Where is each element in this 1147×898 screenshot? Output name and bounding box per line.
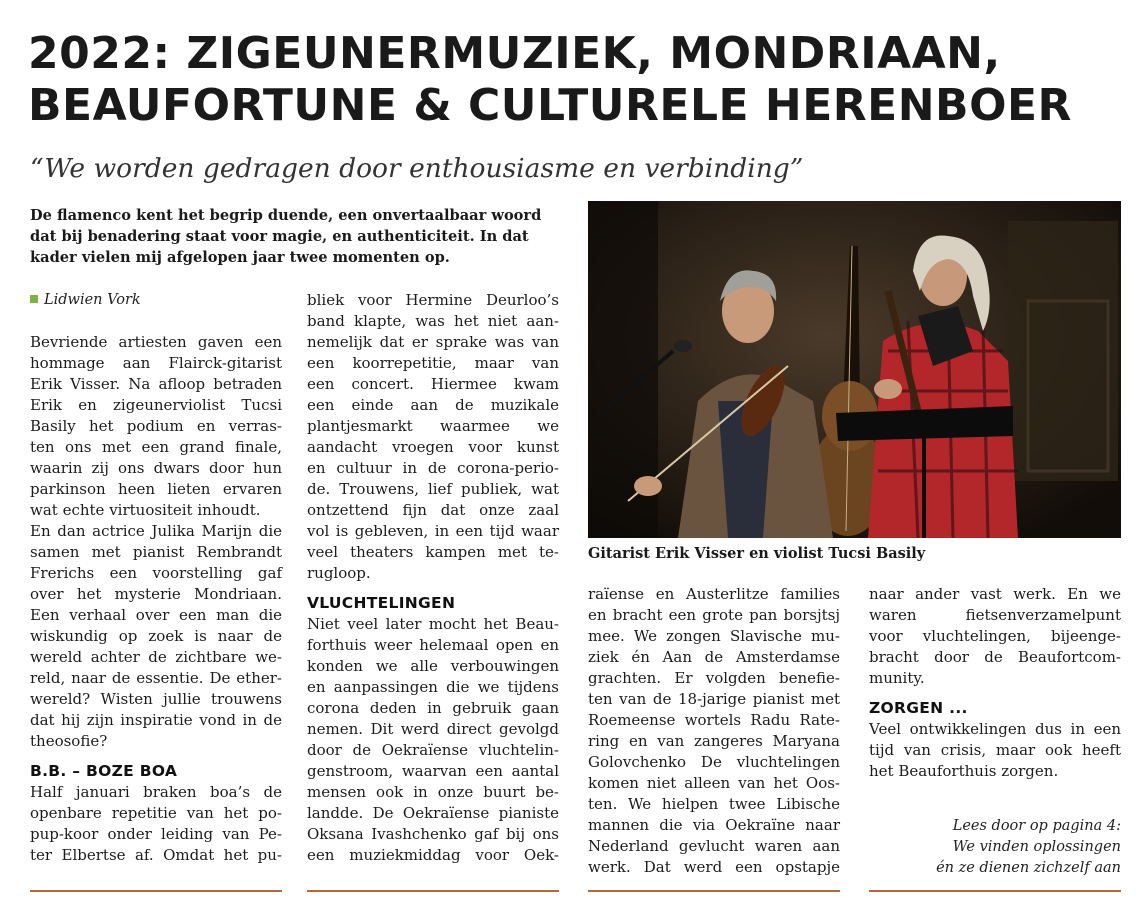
text-line: Een verhaal over een man die	[30, 606, 282, 624]
text-line: Basily het podium en verras-	[30, 417, 282, 435]
column-rule-1	[30, 890, 282, 892]
column-rule-2	[307, 890, 559, 892]
text-line: ziek én Aan de Amsterdamse	[588, 648, 840, 666]
text-line: bracht door de Beaufortcom-	[869, 648, 1121, 666]
article-column-3	[588, 584, 840, 878]
text-line: samen met pianist Rembrandt	[30, 543, 282, 561]
square-bullet-icon	[30, 295, 38, 303]
column2-paragraph-1	[307, 290, 559, 584]
text-line: veel theaters kampen met te-	[307, 543, 559, 561]
text-line: aandacht vroegen voor kunst	[307, 438, 559, 456]
text-line: komen niet alleen van het Oos-	[588, 774, 840, 792]
text-line: wereld achter de zichtbare we-	[30, 648, 282, 666]
continuation-line: én ze dienen zichzelf aan	[936, 860, 1121, 876]
text-line: een einde aan de muzikale	[307, 396, 559, 414]
article-column-4	[869, 584, 1121, 782]
lead-line: kader vielen mij afgelopen jaar twee momenten op.	[30, 249, 450, 266]
text-line: naar ander vast werk. En we	[869, 585, 1121, 603]
text-line: voor vluchtelingen, bijeenge-	[869, 627, 1121, 645]
text-line: over het mysterie Mondriaan.	[30, 585, 282, 603]
lead-line: dat bij benadering staat voor magie, en authenticiteit. In dat	[30, 228, 529, 245]
author-byline	[30, 290, 141, 311]
text-line: Half januari braken boa’s de	[30, 783, 282, 801]
headline	[28, 28, 1128, 132]
column-rule-3	[588, 890, 840, 892]
text-line: wereld? Wisten jullie trouwens	[30, 690, 282, 708]
text-line: bliek voor Hermine Deurloo’s	[307, 291, 559, 309]
headline-line-1: 2022: ZIGEUNERMUZIEK, MONDRIAAN,	[28, 28, 1001, 79]
text-line: nemen. Dit werd direct gevolgd	[307, 720, 559, 738]
text-line: reld, naar de essentie. De ether-	[30, 669, 282, 687]
text-line: ter Elbertse af. Omdat het pu-	[30, 846, 282, 864]
text-line: ring en van zangeres Maryana	[588, 732, 840, 750]
text-line: wiskundig op zoek is naar de	[30, 627, 282, 645]
text-line: vol is gebleven, in een tijd waar	[307, 522, 559, 540]
text-line: mensen ook in onze buurt be-	[307, 783, 559, 801]
text-line: theosofie?	[30, 732, 108, 750]
continuation-note[interactable]	[936, 816, 1121, 879]
article-column-1	[30, 332, 282, 866]
headline-line-2: BEAUFORTUNE & CULTURELE HERENBOER	[28, 80, 1072, 131]
section-heading-vluchtelingen: VLUCHTELINGEN	[307, 594, 456, 612]
text-line: waarin zij ons dwars door hun	[30, 459, 282, 477]
concert-photo	[588, 201, 1121, 538]
text-line: de. Trouwens, lief publiek, wat	[307, 480, 559, 498]
text-line: Erik Visser. Na afloop betraden	[30, 375, 282, 393]
text-line: Oksana Ivashchenko gaf bij ons	[307, 825, 559, 843]
lead-paragraph	[30, 205, 575, 268]
text-line: tijd van crisis, maar ook heeft	[869, 741, 1121, 759]
text-line: ten ons met een grand finale,	[30, 438, 282, 456]
text-line: forthuis weer helemaal open en	[307, 636, 559, 654]
text-line: een koorrepetitie, maar van	[307, 354, 559, 372]
text-line: Niet veel later mocht het Beau-	[307, 615, 559, 633]
text-line: openbare repetitie van het po-	[30, 804, 282, 822]
section-heading-boze-boa: B.B. – BOZE BOA	[30, 762, 178, 780]
continuation-line: Lees door op pagina 4:	[952, 818, 1121, 834]
text-line: een concert. Hiermee kwam	[307, 375, 559, 393]
text-line: plantjesmarkt waarmee we	[307, 417, 559, 435]
text-line: nemelijk dat er sprake was van	[307, 333, 559, 351]
text-line: dat hij zijn inspiratie vond in de	[30, 711, 282, 729]
text-line: Nederland gevlucht waren aan	[588, 837, 840, 855]
text-line: waren fietsenverzamelpunt	[869, 606, 1121, 624]
text-line: ten van de 18-jarige pianist met	[588, 690, 840, 708]
column1-paragraph-1	[30, 332, 282, 752]
column4-paragraph-1	[869, 584, 1121, 689]
column1-paragraph-2	[30, 782, 282, 866]
column2-paragraph-2	[307, 614, 559, 866]
text-line: Erik en zigeunerviolist Tucsi	[30, 396, 282, 414]
text-line: mannen die via Oekraïne naar	[588, 816, 840, 834]
lead-line: De flamenco kent het begrip duende, een onvertaalbaar woord	[30, 207, 542, 224]
text-line: mee. We zongen Slavische mu-	[588, 627, 840, 645]
text-line: corona deden in gebruik gaan	[307, 699, 559, 717]
concert-photo-illustration	[588, 201, 1121, 538]
text-line: Veel ontwikkelingen dus in een	[869, 720, 1121, 738]
text-line: landde. De Oekraïense pianiste	[307, 804, 559, 822]
text-line: het Beauforthuis zorgen.	[869, 762, 1059, 780]
column-rule-4	[869, 890, 1121, 892]
subheadline-quote: “We worden gedragen door enthousiasme en verbinding”	[30, 153, 804, 184]
photo-caption: Gitarist Erik Visser en violist Tucsi Basily	[588, 545, 926, 562]
text-line: wat echte virtuositeit inhoudt.	[30, 501, 261, 519]
text-line: rugloop.	[307, 564, 371, 582]
text-line: Roemeense wortels Radu Rate-	[588, 711, 840, 729]
continuation-line: We vinden oplossingen	[952, 839, 1121, 855]
text-line: hommage aan Flairck-gitarist	[30, 354, 282, 372]
section-heading-zorgen: ZORGEN ...	[869, 699, 968, 717]
text-line: Frerichs een voorstelling gaf	[30, 564, 282, 582]
column3-paragraph-1	[588, 584, 840, 878]
text-line: konden we alle verbouwingen	[307, 657, 559, 675]
article-column-2	[307, 290, 559, 866]
text-line: Bevriende artiesten gaven een	[30, 333, 282, 351]
text-line: ten. We hielpen twee Libische	[588, 795, 840, 813]
text-line: en bracht een grote pan borsjtsj	[588, 606, 840, 624]
text-line: En dan actrice Julika Marijn die	[30, 522, 282, 540]
text-line: Golovchenko De vluchtelingen	[588, 753, 840, 771]
text-line: genstroom, waarvan een aantal	[307, 762, 559, 780]
text-line: werk. Dat werd een opstapje	[588, 858, 840, 876]
text-line: en aanpassingen die we tijdens	[307, 678, 559, 696]
column4-paragraph-2	[869, 719, 1121, 782]
text-line: raïense en Austerlitze families	[588, 585, 840, 603]
text-line: munity.	[869, 669, 925, 687]
text-line: pup-koor onder leiding van Pe-	[30, 825, 282, 843]
text-line: door de Oekraïense vluchtelin-	[307, 741, 559, 759]
text-line: een muziekmiddag voor Oek-	[307, 846, 559, 864]
text-line: ontzettend fijn dat onze zaal	[307, 501, 559, 519]
text-line: en cultuur in de corona-perio-	[307, 459, 559, 477]
author-name: Lidwien Vork	[44, 292, 141, 308]
text-line: grachten. Er volgden benefie-	[588, 669, 840, 687]
text-line: band klapte, was het niet aan-	[307, 312, 559, 330]
text-line: parkinson heen lieten ervaren	[30, 480, 282, 498]
